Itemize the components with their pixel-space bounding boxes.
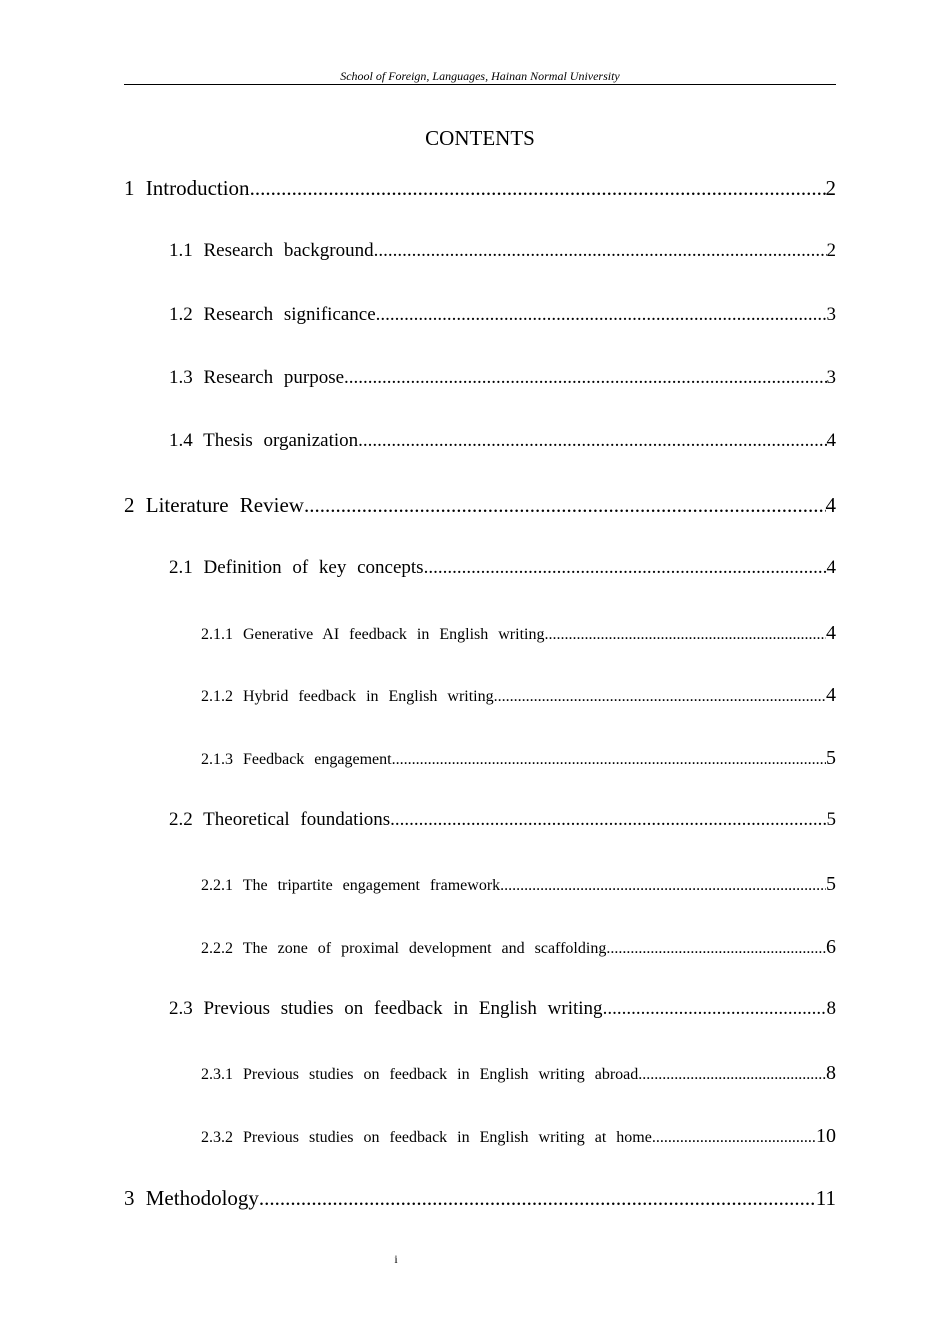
toc-label: 2 Literature Review [124, 493, 304, 517]
toc-label: 1.4 Thesis organization [169, 430, 359, 451]
toc-entry-thesis-organization[interactable] [169, 429, 836, 453]
toc-leader [652, 1127, 816, 1149]
toc-page: 5 [826, 873, 836, 895]
toc-entry-feedback-engagement[interactable] [201, 747, 836, 771]
toc-label: 1.1 Research background [169, 240, 374, 261]
toc-leader [259, 1185, 816, 1211]
toc-page: 10 [816, 1125, 836, 1147]
toc-entry-research-significance[interactable] [169, 303, 836, 327]
toc-entry-definition-key-concepts[interactable] [169, 556, 836, 580]
toc-page: 4 [826, 430, 836, 451]
toc-label: 2.1.3 Feedback engagement [201, 751, 392, 768]
page-number: i [394, 1252, 398, 1266]
toc-leader [494, 686, 826, 708]
toc-leader [638, 1064, 826, 1086]
page-title: CONTENTS [425, 126, 535, 150]
toc-label: 2.1.2 Hybrid feedback in English writing [201, 688, 494, 705]
toc-entry-research-background[interactable] [169, 239, 836, 263]
toc-page: 4 [826, 684, 836, 706]
toc-page: 8 [826, 1062, 836, 1084]
toc-label: 1.3 Research purpose [169, 367, 345, 388]
toc-leader [358, 429, 826, 453]
toc-leader [392, 749, 826, 771]
toc-label: 3 Methodology [124, 1186, 259, 1210]
toc-leader [606, 938, 826, 960]
toc-entry-literature-review[interactable] [124, 492, 836, 518]
toc-label: 1.2 Research significance [169, 304, 376, 325]
toc-entry-research-purpose[interactable] [169, 366, 836, 390]
toc-leader [250, 175, 826, 201]
toc-label: 2.3.1 Previous studies on feedback in English writing abroad [201, 1066, 639, 1083]
toc-page: 11 [815, 1186, 836, 1210]
toc-label: 2.3 Previous studies on feedback in English writing [169, 998, 603, 1019]
header-rule [124, 84, 836, 85]
toc-leader [390, 808, 826, 832]
toc-leader [344, 366, 826, 390]
toc-page: 2 [826, 240, 836, 261]
toc-label: 2.2.1 The tripartite engagement framework [201, 877, 501, 894]
toc-label: 2.2 Theoretical foundations [169, 809, 391, 830]
toc-entry-previous-studies[interactable] [169, 997, 836, 1021]
toc-entry-hybrid-feedback[interactable] [201, 684, 836, 708]
toc-page: 2 [825, 176, 836, 200]
toc-label: 2.3.2 Previous studies on feedback in English writing at home [201, 1129, 652, 1146]
toc-entry-tripartite-framework[interactable] [201, 873, 836, 897]
toc-entry-previous-studies-home[interactable] [201, 1125, 836, 1149]
toc-page: 5 [826, 809, 836, 830]
toc-leader [424, 556, 827, 580]
toc-entry-theoretical-foundations[interactable] [169, 808, 836, 832]
toc-page: 4 [826, 557, 836, 578]
toc-entry-generative-ai-feedback[interactable] [201, 622, 836, 646]
toc-entry-previous-studies-abroad[interactable] [201, 1062, 836, 1086]
toc-leader [376, 303, 827, 327]
toc-leader [544, 624, 826, 646]
toc-entry-methodology[interactable] [124, 1185, 836, 1211]
toc-entry-introduction[interactable] [124, 175, 836, 201]
toc-leader [374, 239, 827, 263]
toc-label: 2.2.2 The zone of proximal development and scaffolding [201, 940, 607, 957]
toc-label: 1 Introduction [124, 176, 250, 200]
toc-page: 3 [826, 367, 836, 388]
toc-leader [603, 997, 827, 1021]
toc-page: 8 [826, 998, 836, 1019]
toc-page: 4 [825, 493, 836, 517]
toc-page: 5 [826, 747, 836, 769]
toc-label: 2.1 Definition of key concepts [169, 557, 424, 578]
toc-entry-zone-proximal-development[interactable] [201, 936, 836, 960]
toc-leader [304, 492, 826, 518]
toc-page: 4 [826, 622, 836, 644]
running-header: School of Foreign, Languages, Hainan Normal University [340, 69, 620, 83]
toc-leader [500, 875, 826, 897]
toc-page: 6 [826, 936, 836, 958]
toc-page: 3 [826, 304, 836, 325]
toc-label: 2.1.1 Generative AI feedback in English writing [201, 626, 545, 643]
